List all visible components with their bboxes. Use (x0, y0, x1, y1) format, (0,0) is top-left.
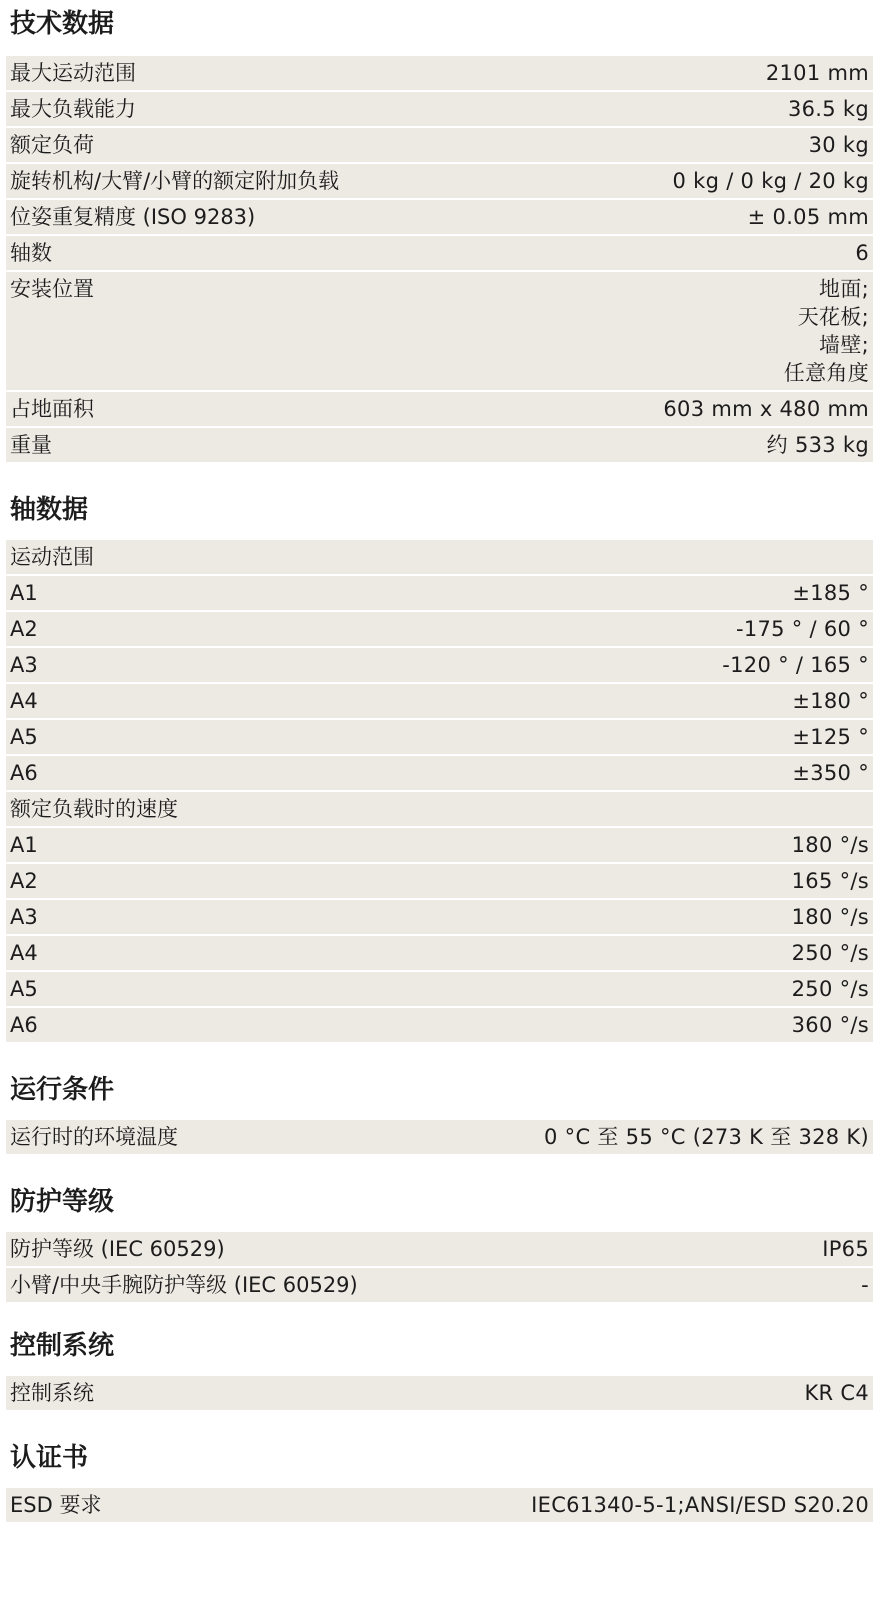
row-value: ±125 ° (792, 725, 869, 749)
spec-table (6, 1232, 873, 1304)
section-title: 技术数据 (10, 9, 115, 39)
section-title: 防护等级 (10, 1187, 115, 1217)
row-label: A2 (10, 617, 38, 641)
row-value: 地面; 天花板; 墙壁; 任意角度 (783, 277, 869, 385)
row-value: 165 °/s (791, 869, 869, 893)
section-control-system (6, 1330, 873, 1412)
table-row (6, 756, 873, 792)
row-label: A3 (10, 905, 38, 929)
row-label: A1 (10, 833, 38, 857)
table-row (6, 828, 873, 864)
row-value: 36.5 kg (787, 97, 869, 121)
section-axis-data (6, 494, 873, 1044)
row-value: 180 °/s (791, 905, 869, 929)
table-row (6, 200, 873, 236)
row-value: 180 °/s (791, 833, 869, 857)
table-row (6, 1120, 873, 1156)
table-row (6, 972, 873, 1008)
row-label: 控制系统 (10, 1381, 94, 1405)
table-row (6, 236, 873, 272)
table-row (6, 272, 873, 392)
row-value: ± 0.05 mm (747, 205, 869, 229)
table-row (6, 392, 873, 428)
table-row (6, 92, 873, 128)
table-row (6, 1008, 873, 1044)
row-value: 6 (855, 241, 869, 265)
spec-table (6, 1488, 873, 1524)
row-value: 约 533 kg (766, 433, 869, 457)
table-row (6, 648, 873, 684)
row-value: 2101 mm (765, 61, 869, 85)
table-row (6, 128, 873, 164)
row-label: 防护等级 (IEC 60529) (10, 1237, 225, 1261)
row-label: A4 (10, 689, 38, 713)
row-label: A1 (10, 581, 38, 605)
section-certificates (6, 1442, 873, 1524)
table-row (6, 612, 873, 648)
table-row (6, 792, 873, 828)
section-technical-data (6, 0, 873, 464)
table-row (6, 540, 873, 576)
section-title: 轴数据 (10, 495, 89, 525)
row-label: 小臂/中央手腕防护等级 (IEC 60529) (10, 1273, 358, 1297)
section-title: 运行条件 (10, 1075, 115, 1105)
row-value: 250 °/s (791, 941, 869, 965)
row-value: - (861, 1273, 869, 1297)
row-value: 360 °/s (791, 1013, 869, 1037)
row-label: A5 (10, 725, 38, 749)
row-value: IP65 (822, 1237, 869, 1261)
table-row (6, 1232, 873, 1268)
spec-table (6, 1376, 873, 1412)
spec-table (6, 1120, 873, 1156)
table-row (6, 936, 873, 972)
row-label: 占地面积 (10, 397, 94, 421)
row-label: 位姿重复精度 (ISO 9283) (10, 205, 256, 229)
row-label: 旋转机构/大臂/小臂的额定附加负载 (10, 169, 340, 193)
row-value: 603 mm x 480 mm (663, 397, 869, 421)
row-label: 轴数 (10, 241, 52, 265)
table-row (6, 720, 873, 756)
row-label: 最大负载能力 (10, 97, 136, 121)
table-row (6, 684, 873, 720)
row-label: 安装位置 (10, 277, 94, 301)
row-label: A6 (10, 1013, 38, 1037)
spec-table (6, 56, 873, 464)
row-value: 30 kg (808, 133, 869, 157)
section-title: 控制系统 (10, 1331, 115, 1361)
table-row (6, 164, 873, 200)
row-label: A6 (10, 761, 38, 785)
row-value: KR C4 (804, 1381, 869, 1405)
row-label: A3 (10, 653, 38, 677)
row-label: A2 (10, 869, 38, 893)
row-value: ±350 ° (792, 761, 869, 785)
row-label: 运行时的环境温度 (10, 1125, 178, 1149)
table-row (6, 1376, 873, 1412)
row-value: -175 ° / 60 ° (735, 617, 869, 641)
row-label: 最大运动范围 (10, 61, 136, 85)
table-row (6, 1268, 873, 1304)
row-value: 250 °/s (791, 977, 869, 1001)
row-value: ±185 ° (792, 581, 869, 605)
table-row (6, 1488, 873, 1524)
row-value: ±180 ° (792, 689, 869, 713)
table-row (6, 864, 873, 900)
row-label: 额定负荷 (10, 133, 94, 157)
section-operating-conditions (6, 1074, 873, 1156)
row-value: IEC61340-5-1;ANSI/ESD S20.20 (531, 1493, 869, 1517)
row-value: 0 °C 至 55 °C (273 K 至 328 K) (544, 1125, 869, 1149)
row-label: A5 (10, 977, 38, 1001)
section-protection-rating (6, 1186, 873, 1304)
row-label: 重量 (10, 433, 52, 457)
spec-table (6, 540, 873, 1044)
row-label: 额定负载时的速度 (10, 797, 178, 821)
table-row (6, 428, 873, 464)
row-value: -120 ° / 165 ° (722, 653, 869, 677)
table-row (6, 56, 873, 92)
row-label: ESD 要求 (10, 1493, 102, 1517)
row-label: 运动范围 (10, 545, 94, 569)
table-row (6, 576, 873, 612)
section-title: 认证书 (10, 1443, 89, 1473)
row-label: A4 (10, 941, 38, 965)
row-value: 0 kg / 0 kg / 20 kg (672, 169, 869, 193)
table-row (6, 900, 873, 936)
